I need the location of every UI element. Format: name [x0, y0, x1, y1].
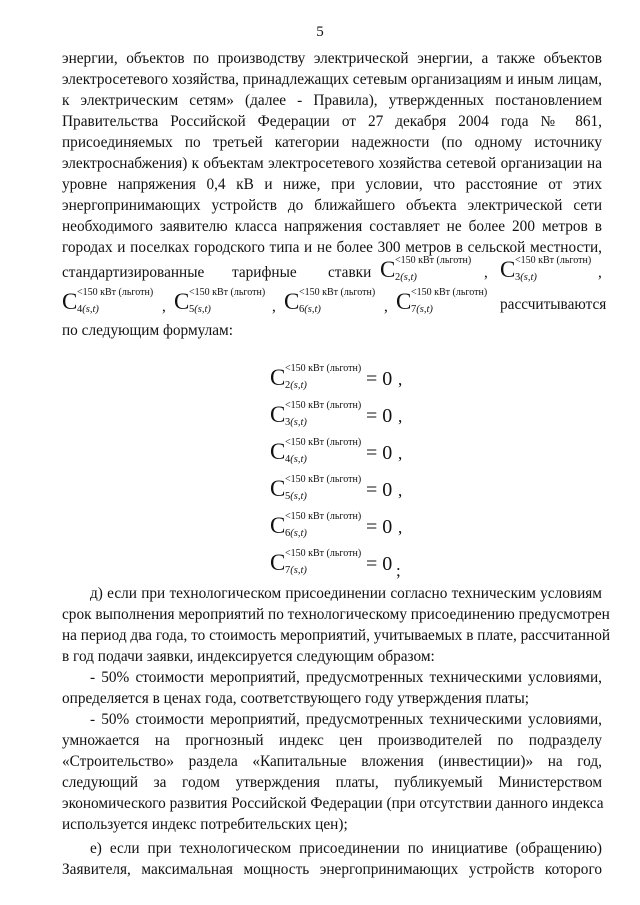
tariff-symbol: C <150 кВт (льготн) 4(s,t) — [270, 437, 362, 465]
formula-rhs: = 0 — [366, 405, 393, 427]
formula-punct: , — [398, 518, 403, 537]
tariff-symbol-inline: C <150 кВт (льготн) 7(s,t) — [396, 287, 488, 315]
formula-row — [270, 363, 470, 396]
formula-row — [270, 400, 470, 433]
para1-line: энергопринимающих устройств до ближайшего объекта электрической сети — [62, 197, 602, 214]
para-e-line: Заявителя, максимальная мощность энергопринимающих устройств которого — [62, 861, 602, 878]
formula-rhs: = 0 — [366, 516, 393, 538]
para1-line: к электрическим сетям» (далее - Правила), утвержденных постановлением — [62, 92, 602, 109]
bullet2-line: следующий за годом утверждения платы, публикуемый Министерством — [62, 774, 602, 791]
para1-line: электроснабжения) к объектам электросетевого хозяйства сетевой организации на — [62, 155, 602, 172]
bullet2-line: умножается на прогнозный индекс цен производителей по подразделу — [62, 732, 602, 749]
word-rates: ставки — [328, 264, 372, 281]
bullet2-line: экономического развития Российской Федерации (при отсутствии данного индекса — [62, 795, 604, 812]
formula-row — [270, 511, 470, 544]
tariff-symbol: C <150 кВт (льготн) 6(s,t) — [270, 511, 362, 539]
tariff-symbol: C <150 кВт (льготн) 7(s,t) — [270, 548, 362, 576]
bullet2-line: - 50% стоимости мероприятий, предусмотренных техническими условиями, — [90, 711, 602, 728]
para1-line: необходимого заявителю класса напряжения составляет не более 200 метров в — [62, 218, 602, 235]
tariff-symbol-inline: C <150 кВт (льготн) 5(s,t) — [174, 287, 266, 315]
para-d-line: в год подачи заявки, индексируется следующим образом: — [62, 648, 435, 665]
formula-punct: ; — [396, 561, 401, 580]
tariff-symbol-inline: C <150 кВт (льготн) 2(s,t) — [380, 255, 472, 283]
formula-punct: , — [398, 407, 403, 426]
para1-line: городах и поселках городского типа и не более 300 метров в сельской местности, — [62, 239, 602, 256]
page-number: 5 — [316, 24, 324, 40]
bullet1-line: - 50% стоимости мероприятий, предусмотренных техническими условиями, — [90, 669, 602, 686]
para1-line: электросетевого хозяйства, принадлежащих сетевым организациям и иным лицам, — [62, 71, 602, 88]
formula-punct: , — [398, 370, 403, 389]
formula-rhs: = 0 — [366, 553, 393, 575]
tariff-symbol-inline: C <150 кВт (льготн) 3(s,t) — [500, 255, 592, 283]
bullet2-line: используется индекс потребительских цен); — [62, 816, 348, 833]
tariff-symbol: C <150 кВт (льготн) 5(s,t) — [270, 474, 362, 502]
formula-row — [270, 548, 470, 581]
formula-punct: , — [398, 481, 403, 500]
para1-line: энергии, объектов по производству электрической энергии, а также объектов — [62, 50, 602, 67]
formula-row — [270, 474, 470, 507]
para-d-line: срок выполнения мероприятий по технологическому присоединению предусмотрен — [62, 606, 610, 623]
para1-last-line: по следующим формулам: — [62, 322, 233, 339]
para1-line: Правительства Российской Федерации от 27 декабря 2004 года № 861, — [62, 113, 602, 130]
formula-rhs: = 0 — [366, 479, 393, 501]
formula-rhs: = 0 — [366, 442, 393, 464]
tariff-symbol-inline: C <150 кВт (льготн) 6(s,t) — [284, 287, 376, 315]
tariff-symbol: C <150 кВт (льготн) 3(s,t) — [270, 400, 362, 428]
word-calculated: рассчитываются — [500, 296, 607, 313]
para-d-line: на период два года, то стоимость мероприятий, учитываемых в плате, рассчитанной — [62, 627, 611, 644]
word-tariff: тарифные — [232, 264, 297, 281]
formula-rhs: = 0 — [366, 368, 393, 390]
word-standardized: стандартизированные — [62, 264, 205, 281]
bullet2-line: «Строительство» раздела «Капитальные вложения (инвестиции)» на год, — [62, 753, 602, 770]
para-e-line: е) если при технологическом присоединении по инициативе (обращению) — [90, 840, 602, 857]
formula-row — [270, 437, 470, 470]
tariff-symbol: C <150 кВт (льготн) 2(s,t) — [270, 363, 362, 391]
formula-punct: , — [398, 444, 403, 463]
tariff-symbols-line: C <150 кВт (льготн) 4(s,t) , C <150 кВт (льготн) 5(s,t) , C <150 кВт (льготн) 6(s,t) , C <150 кВт (льготн) 7(s,t) рассчитываются — [62, 287, 607, 315]
para-d-line: д) если при технологическом присоединении согласно техническим условиям — [90, 585, 602, 602]
tariff-rates-line: стандартизированные тарифные ставки C <150 кВт (льготн) 2(s,t) , C <150 кВт (льготн) 3(s,t) , — [62, 255, 602, 283]
para1-line: присоединяемых по третьей категории надежности (по одному источнику — [62, 134, 602, 151]
para1-line: уровне напряжения 0,4 кВ и ниже, при условии, что расстояние от этих — [62, 176, 602, 193]
bullet1-line: определяется в ценах года, соответствующего году утверждения платы; — [62, 690, 530, 707]
tariff-symbol-inline: C <150 кВт (льготн) 4(s,t) — [62, 287, 154, 315]
